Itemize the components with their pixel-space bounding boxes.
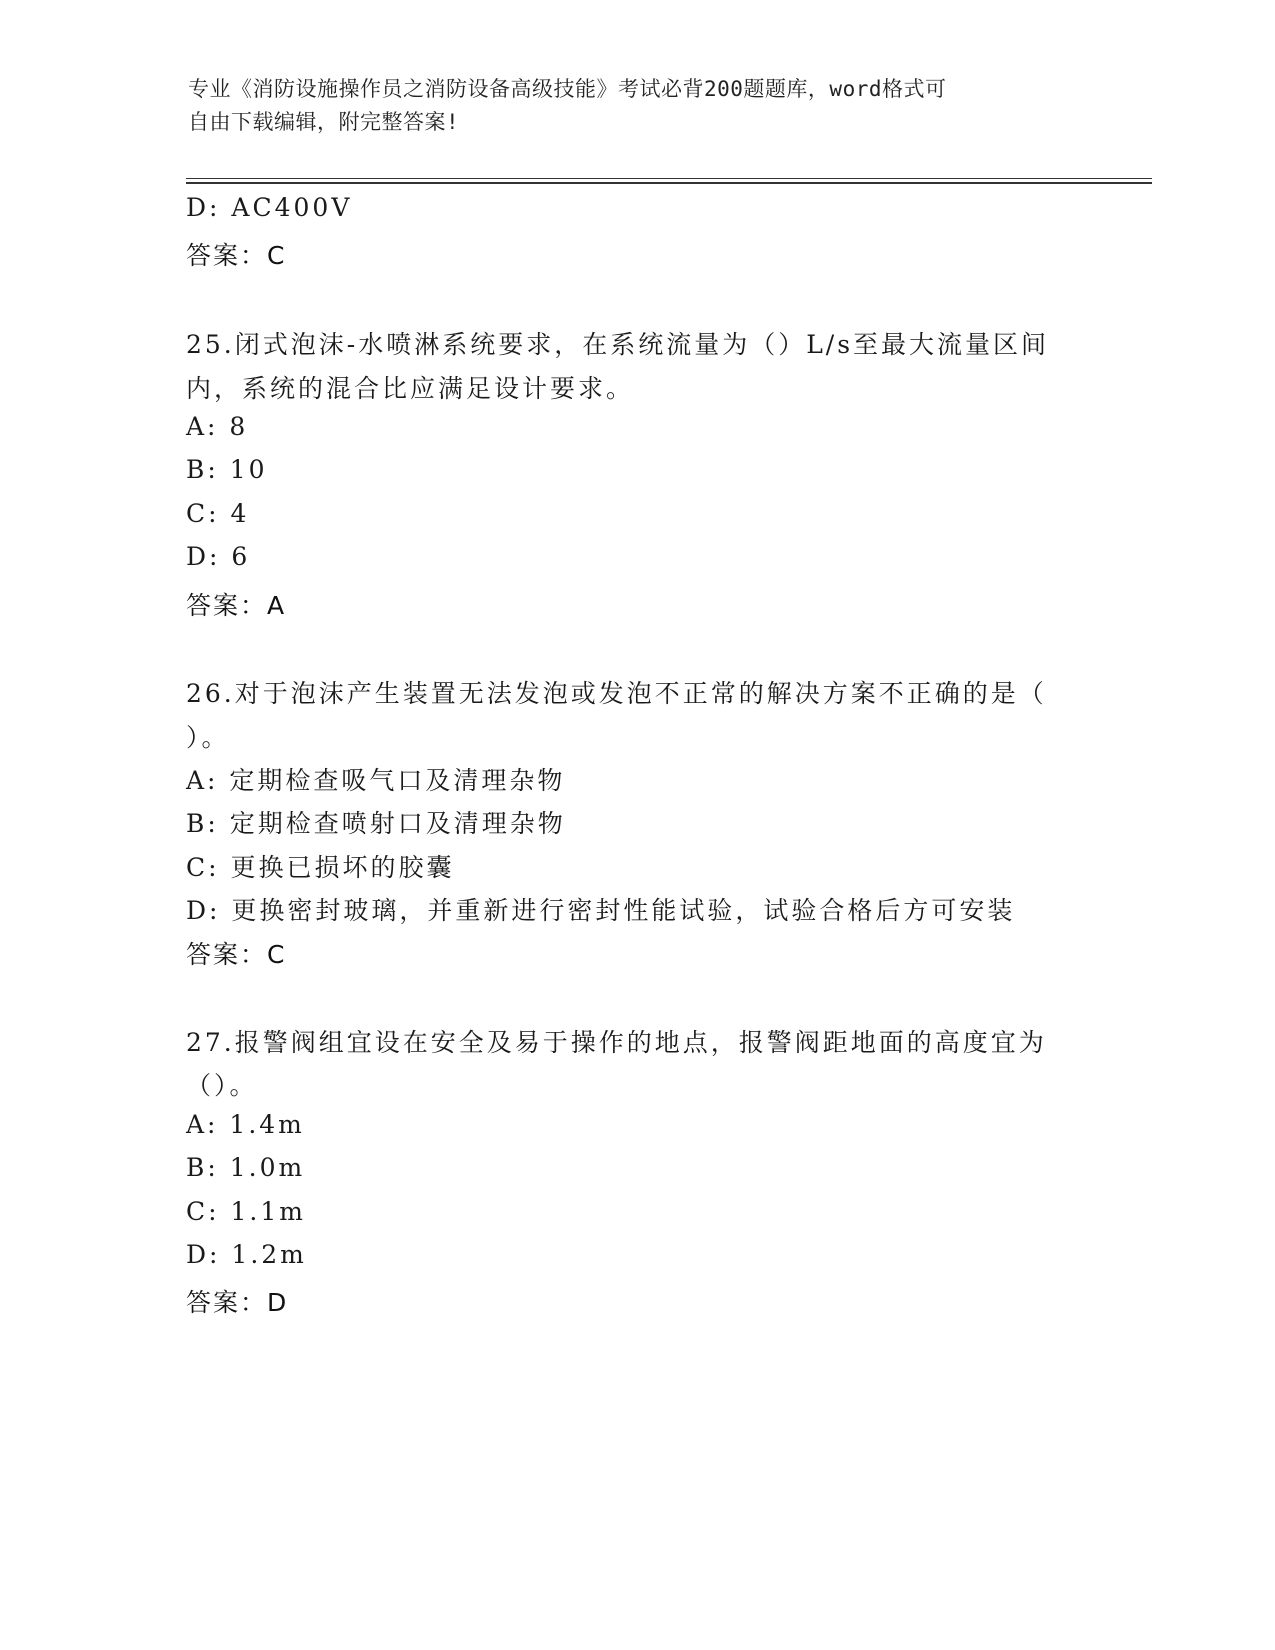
q27-option-c: C: 1.1m	[186, 1197, 306, 1226]
q27-option-a: A: 1.4m	[186, 1110, 305, 1139]
q26-option-b: B: 定期检查喷射口及清理杂物	[186, 809, 566, 838]
q26-option-c: C: 更换已损坏的胶囊	[186, 853, 455, 882]
q27-answer: 答案：D	[186, 1288, 289, 1317]
q26-text-line-2: ）。	[186, 723, 230, 752]
q25-answer: 答案：A	[186, 591, 287, 620]
q25-text-line-2: 内，系统的混合比应满足设计要求。	[186, 374, 635, 403]
q25-option-c: C: 4	[186, 499, 250, 528]
q26-text-line-1: 26.对于泡沫产生装置无法发泡或发泡不正常的解决方案不正确的是（	[186, 679, 1047, 708]
q27-option-d: D: 1.2m	[186, 1240, 307, 1269]
prev-answer: 答案：C	[186, 241, 287, 270]
q26-option-d: D: 更换密封玻璃，并重新进行密封性能试验，试验合格后方可安装	[186, 896, 1016, 925]
header-line-2: 自由下载编辑，附完整答案!	[188, 110, 460, 134]
q27-option-b: B: 1.0m	[186, 1153, 306, 1182]
q25-option-b: B: 10	[186, 455, 268, 484]
header-rule-thick	[186, 182, 1152, 184]
prev-option-d: D: AC400V	[186, 193, 353, 222]
header-line-1: 专业《消防设施操作员之消防设备高级技能》考试必背200题题库，word格式可	[188, 77, 947, 101]
q25-text-line-1: 25.闭式泡沫-水喷淋系统要求，在系统流量为（）L/s至最大流量区间	[186, 330, 1050, 359]
header-rule-thin	[186, 178, 1152, 179]
q26-answer: 答案：C	[186, 940, 287, 969]
document-header	[188, 73, 1088, 139]
q25-option-d: D: 6	[186, 542, 251, 571]
q26-option-a: A: 定期检查吸气口及清理杂物	[186, 766, 566, 795]
q27-text-line-2: （）。	[186, 1071, 258, 1100]
q25-option-a: A: 8	[186, 412, 249, 441]
q27-text-line-1: 27.报警阀组宜设在安全及易于操作的地点，报警阀距地面的高度宜为	[186, 1028, 1047, 1057]
